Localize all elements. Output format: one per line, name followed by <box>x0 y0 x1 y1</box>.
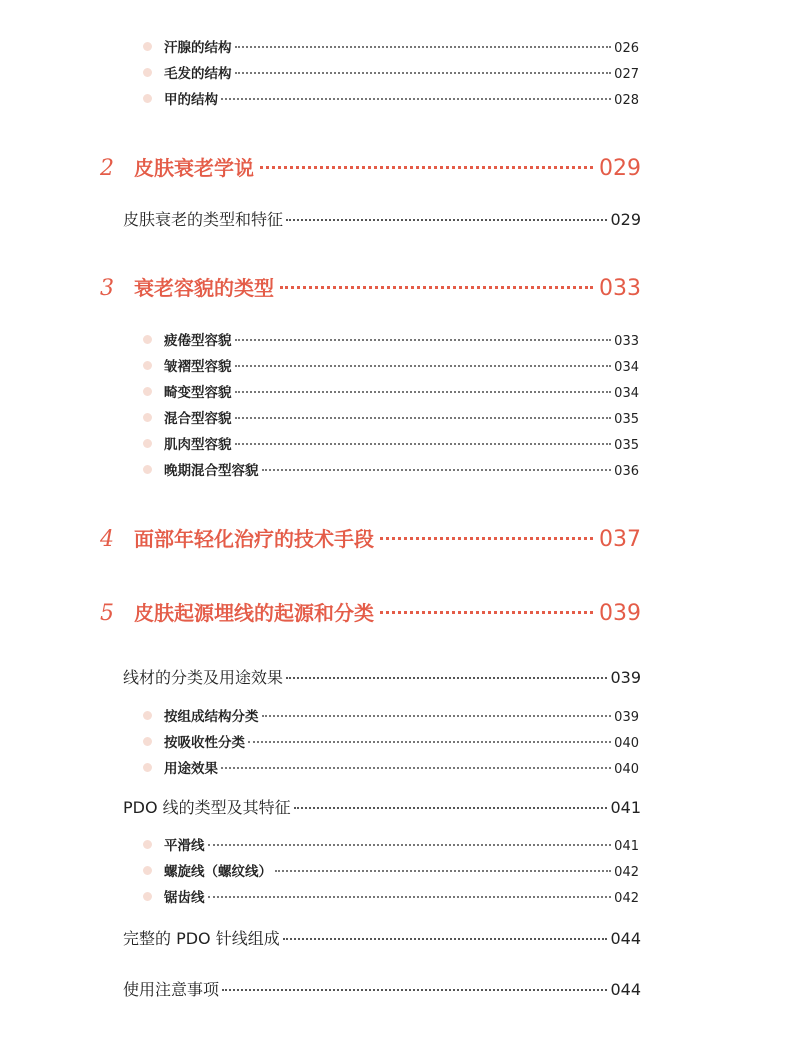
chapter-page: 037 <box>599 527 641 552</box>
toc-entry-label: 晚期混合型容貌 <box>164 463 259 479</box>
toc-entry-by-absorbability[interactable] <box>143 731 639 751</box>
toc-section-page: 041 <box>610 798 641 817</box>
leader-dots <box>286 219 607 221</box>
toc-entry-label: 混合型容貌 <box>164 411 232 427</box>
toc-entry-page: 036 <box>614 464 639 479</box>
toc-entry-page: 040 <box>614 736 639 751</box>
bullet-icon <box>143 94 152 103</box>
toc-entry-page: 033 <box>614 334 639 349</box>
toc-entry-label: 疲倦型容貌 <box>164 333 232 349</box>
chapter-page: 039 <box>599 601 641 626</box>
leader-dots <box>275 870 611 872</box>
toc-entry-page: 035 <box>614 412 639 427</box>
toc-entry-label: 肌肉型容貌 <box>164 437 232 453</box>
leader-dots <box>235 391 612 393</box>
toc-section-page: 039 <box>610 668 641 687</box>
toc-section-precautions[interactable] <box>123 977 641 1000</box>
leader-dots <box>222 989 607 991</box>
toc-entry-label: 锯齿线 <box>164 890 205 906</box>
chapter-page: 029 <box>599 156 641 181</box>
toc-entry-label: 按组成结构分类 <box>164 709 259 725</box>
toc-entry-label: 皱褶型容貌 <box>164 359 232 375</box>
leader-dots <box>262 715 612 717</box>
bullet-icon <box>143 439 152 448</box>
toc-section-label: 完整的 PDO 针线组成 <box>123 929 280 948</box>
bullet-icon <box>143 413 152 422</box>
toc-section-label: 使用注意事项 <box>123 980 220 999</box>
toc-section-label: PDO 线的类型及其特征 <box>123 798 291 817</box>
toc-chapter-4[interactable] <box>100 523 641 552</box>
bullet-icon <box>143 465 152 474</box>
toc-section-pdo-types[interactable] <box>123 795 641 818</box>
toc-entry-by-structure[interactable] <box>143 705 639 725</box>
leader-dots <box>294 807 608 809</box>
toc-entry-page: 034 <box>614 386 639 401</box>
toc-entry-usage-effect[interactable] <box>143 757 639 777</box>
leader-dots <box>235 72 612 74</box>
toc-entry-barbed-thread[interactable] <box>143 886 639 906</box>
toc-entry-smooth-thread[interactable] <box>143 834 639 854</box>
leader-dots <box>208 844 612 846</box>
toc-entry-muscle[interactable] <box>143 433 639 453</box>
bullet-icon <box>143 42 152 51</box>
toc-section-page: 044 <box>610 929 641 948</box>
leader-dots <box>235 417 612 419</box>
toc-section-aging-types[interactable] <box>123 207 641 230</box>
leader-dots <box>260 166 593 169</box>
toc-entry-label: 汗腺的结构 <box>164 40 232 56</box>
leader-dots <box>235 339 612 341</box>
toc-entry-spiral-thread[interactable] <box>143 860 639 880</box>
leader-dots <box>380 611 593 614</box>
leader-dots <box>283 938 608 940</box>
toc-section-page: 044 <box>610 980 641 999</box>
toc-entry-page: 034 <box>614 360 639 375</box>
toc-entry-hair[interactable] <box>143 62 639 82</box>
toc-entry-page: 039 <box>614 710 639 725</box>
toc-entry-page: 042 <box>614 891 639 906</box>
toc-entry-tired[interactable] <box>143 329 639 349</box>
toc-section-label: 线材的分类及用途效果 <box>123 668 284 687</box>
chapter-number: 4 <box>100 527 114 552</box>
bullet-icon <box>143 361 152 370</box>
toc-entry-label: 甲的结构 <box>164 92 218 108</box>
toc-entry-page: 035 <box>614 438 639 453</box>
toc-entry-page: 027 <box>614 67 639 82</box>
leader-dots <box>286 677 607 679</box>
toc-entry-page: 026 <box>614 41 639 56</box>
chapter-page: 033 <box>599 276 641 301</box>
toc-entry-page: 041 <box>614 839 639 854</box>
leader-dots <box>208 896 612 898</box>
toc-chapter-2[interactable] <box>100 152 641 181</box>
leader-dots <box>221 767 611 769</box>
bullet-icon <box>143 737 152 746</box>
chapter-number: 3 <box>100 276 114 301</box>
toc-chapter-5[interactable] <box>100 597 641 626</box>
leader-dots <box>221 98 611 100</box>
toc-entry-page: 040 <box>614 762 639 777</box>
toc-entry-late-mixed[interactable] <box>143 459 639 479</box>
toc-entry-mixed[interactable] <box>143 407 639 427</box>
toc-entry-label: 螺旋线（螺纹线） <box>164 864 272 880</box>
chapter-title: 皮肤衰老学说 <box>134 156 254 180</box>
toc-entry-page: 028 <box>614 93 639 108</box>
bullet-icon <box>143 840 152 849</box>
toc-entry-wrinkle[interactable] <box>143 355 639 375</box>
chapter-title: 面部年轻化治疗的技术手段 <box>134 527 374 551</box>
leader-dots <box>248 741 611 743</box>
chapter-title: 皮肤起源埋线的起源和分类 <box>134 601 374 625</box>
leader-dots <box>380 537 593 540</box>
bullet-icon <box>143 711 152 720</box>
leader-dots <box>235 46 612 48</box>
bullet-icon <box>143 866 152 875</box>
chapter-title: 衰老容貌的类型 <box>134 276 274 300</box>
toc-entry-nail[interactable] <box>143 88 639 108</box>
toc-chapter-3[interactable] <box>100 272 641 301</box>
toc-entry-label: 用途效果 <box>164 761 218 777</box>
leader-dots <box>280 286 593 289</box>
bullet-icon <box>143 335 152 344</box>
leader-dots <box>235 365 612 367</box>
toc-entry-label: 畸变型容貌 <box>164 385 232 401</box>
toc-section-label: 皮肤衰老的类型和特征 <box>123 210 284 229</box>
chapter-number: 5 <box>100 601 114 626</box>
toc-entry-label: 毛发的结构 <box>164 66 232 82</box>
toc-section-page: 029 <box>610 210 641 229</box>
bullet-icon <box>143 763 152 772</box>
toc-section-thread-classification[interactable] <box>123 665 641 688</box>
toc-entry-page: 042 <box>614 865 639 880</box>
toc-section-pdo-composition[interactable] <box>123 926 641 949</box>
leader-dots <box>235 443 612 445</box>
bullet-icon <box>143 387 152 396</box>
toc-entry-distortion[interactable] <box>143 381 639 401</box>
toc-entry-sweat-gland[interactable] <box>143 36 639 56</box>
toc-entry-label: 按吸收性分类 <box>164 735 245 751</box>
bullet-icon <box>143 68 152 77</box>
bullet-icon <box>143 892 152 901</box>
leader-dots <box>262 469 612 471</box>
chapter-number: 2 <box>100 156 114 181</box>
toc-entry-label: 平滑线 <box>164 838 205 854</box>
